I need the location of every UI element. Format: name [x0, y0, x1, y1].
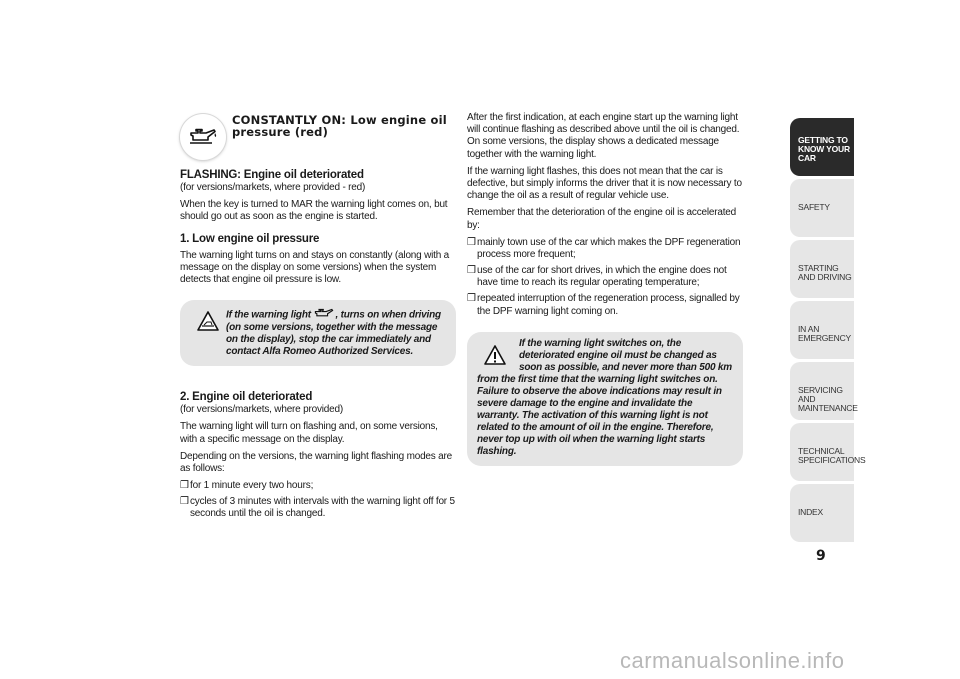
- middle-column: [467, 112, 743, 490]
- section-2-text-2: Depending on the versions, the warning light flashing modes are as follows:: [180, 450, 453, 474]
- warning-triangle-icon: [477, 338, 519, 368]
- warning-text-part-a: If the warning light: [226, 309, 311, 321]
- oil-can-inline-icon: [313, 308, 335, 322]
- section-1-title: 1. Low engine oil pressure: [180, 232, 320, 245]
- tab-getting-to-know-your-car[interactable]: GETTING TO KNOW YOUR CAR: [790, 118, 854, 176]
- warning-triangle-icon: [190, 304, 232, 334]
- tab-in-an-emergency[interactable]: IN AN EMERGENCY: [790, 301, 854, 359]
- tab-safety[interactable]: SAFETY: [790, 179, 854, 237]
- section-2-title: 2. Engine oil deteriorated: [180, 391, 313, 404]
- list-item: ❒ use of the car for short drives, in which the engine does not have time to reach its regular operating temperature;: [467, 265, 727, 289]
- bullet-box-icon: ❒: [467, 236, 476, 248]
- warning-box-oil-deteriorated: [467, 332, 743, 466]
- bullet-box-icon: ❒: [467, 265, 476, 277]
- warning-text-part-b: , turns on when driving (on some versions, together with the message on the display), stop the car immediately and contact Alfa Romeo Authorized Services.: [226, 309, 441, 358]
- bullet-box-icon: ❒: [180, 480, 189, 492]
- page-number: 9: [816, 548, 826, 564]
- tab-starting-and-driving[interactable]: STARTING AND DRIVING: [790, 240, 854, 298]
- left-column: [180, 112, 456, 526]
- section-1-text: The warning light turns on and stays on constantly (along with a message on the display on some versions) when the system detects that engine oil pressure is low.: [180, 249, 450, 285]
- flashing-title: FLASHING: Engine oil deteriorated: [180, 169, 364, 181]
- oil-warning-heading-block: [180, 112, 456, 168]
- flashing-modes-list: [180, 480, 456, 521]
- paragraph-flashing-meaning: If the warning light flashes, this does not mean that the car is defective, but simply informs the driver that it is now necessary to change the oil as a result of regular vehicle use.: [467, 165, 742, 202]
- section-2-text-1: The warning light will turn on flashing and, on some versions, with a specific message on the display.: [180, 421, 438, 445]
- oil-can-icon: [180, 114, 226, 160]
- warning-text-oil-deteriorated: If the warning light switches on, the deteriorated engine oil must be changed as soon as possible, and never more than 500 km from the first time that the warning light switches on. Failure to observe the above indications may result in severe damage to the engine and invalidate the warranty. The activation of this warning light is not related to the amount of oil in the engine. Therefore, never top up with oil when the warning light starts flashing.: [477, 337, 732, 457]
- chapter-sidebar: [790, 118, 866, 545]
- warning-box-oil-pressure: [180, 300, 456, 366]
- list-item: ❒ mainly town use of the car which makes the DPF regeneration process more frequent;: [467, 236, 741, 260]
- deterioration-causes-list: [467, 237, 743, 318]
- list-item: ❒ cycles of 3 minutes with intervals with the warning light off for 5 seconds until the oil is changed.: [180, 496, 455, 520]
- intro-paragraph: When the key is turned to MAR the warning light comes on, but should go out as soon as the engine is started.: [180, 199, 448, 223]
- tab-servicing-and-maintenance[interactable]: SERVICING AND MAINTENANCE: [790, 362, 854, 420]
- bullet-box-icon: ❒: [467, 293, 476, 305]
- list-item: ❒ repeated interruption of the regeneration process, signalled by the DPF warning light coming on.: [467, 293, 740, 317]
- flashing-subtitle: (for versions/markets, where provided - red): [180, 182, 366, 194]
- paragraph-deterioration: Remember that the deterioration of the engine oil is accelerated by:: [467, 207, 737, 231]
- paragraph-after-first-indication: After the first indication, at each engine start up the warning light will continue flashing as described above until the oil is changed. On some versions, the display shows a dedicated message together with the warning light.: [467, 112, 740, 160]
- tab-technical-specifications[interactable]: TECHNICAL SPECIFICATIONS: [790, 423, 854, 481]
- tab-index[interactable]: INDEX: [790, 484, 854, 542]
- heading-oil-pressure: CONSTANTLY ON: Low engine oil pressure (red): [232, 113, 447, 140]
- list-item: ❒ for 1 minute every two hours;: [180, 480, 314, 492]
- watermark: carmanualsonline.info: [620, 648, 845, 673]
- bullet-box-icon: ❒: [180, 496, 189, 508]
- section-2-subtitle: (for versions/markets, where provided): [180, 404, 344, 416]
